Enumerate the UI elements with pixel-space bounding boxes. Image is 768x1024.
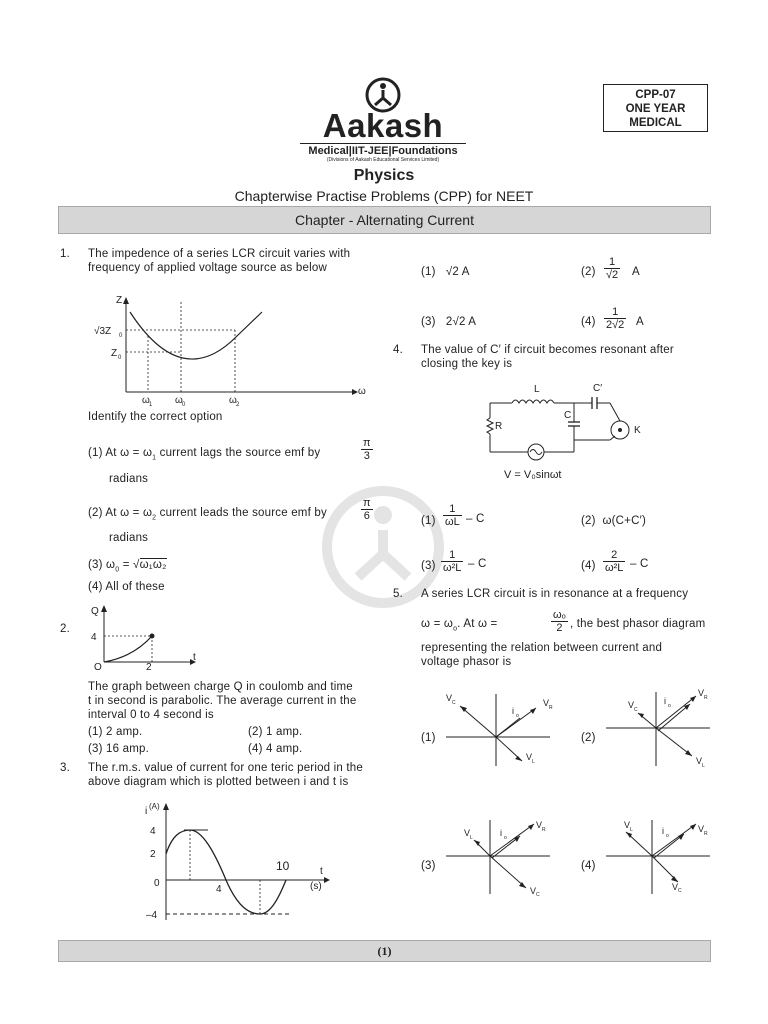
q3-graph-ytick-4: –4 — [146, 910, 158, 921]
q1-opt2-fraction — [361, 497, 373, 522]
code-box-line-2: ONE YEAR — [625, 103, 686, 115]
q1-impedance-graph — [92, 292, 372, 408]
q1-opt2-sub: 2 — [152, 514, 157, 522]
q1-graph-ytick-1: √3Z — [94, 326, 112, 337]
q1-graph-y-label: Z — [116, 295, 123, 306]
q1-graph-xtick-1: ω — [142, 395, 150, 406]
subtitle: Chapterwise Practise Problems (CPP) for NEET — [234, 188, 534, 204]
q3-graph-y-label: i — [145, 806, 148, 817]
q5-d2-vr: V — [698, 688, 705, 698]
q5-d4-vr-sub: R — [704, 831, 708, 837]
q2-number: 2. — [60, 623, 70, 635]
q1-number: 1. — [60, 248, 70, 260]
q5-d4-io-sub: o — [666, 833, 669, 839]
q5-d3-vr: V — [536, 820, 543, 830]
q3-text-1: The r.m.s. value of current for one teric period in the — [88, 762, 363, 774]
q3-option-3 — [421, 315, 476, 329]
q2-text-1: The graph between charge Q in coulomb and time — [88, 681, 353, 693]
q5-d2-vl: V — [696, 756, 703, 766]
q1-option-3 — [88, 558, 167, 577]
q2-text-3: interval 0 to 4 second is — [88, 709, 214, 721]
q5-d2-vl-sub: L — [702, 763, 705, 768]
q3-graph-y-unit: (A) — [149, 802, 160, 811]
q3-graph-x-unit: (s) — [310, 881, 322, 892]
q2-graph-xtick: 2 — [146, 662, 152, 673]
q3-graph-ytick-1: 4 — [150, 826, 156, 837]
q1-opt3-root: ω₁ω₂ — [139, 559, 167, 571]
q1-graph-xtick-2-sub: 0 — [182, 402, 186, 408]
q5-line-2 — [421, 617, 497, 636]
q3-text-2: above diagram which is plotted between i and t is — [88, 776, 349, 788]
q5-frac-den: 2 — [556, 622, 563, 634]
q2-text-2: t in second is parabolic. The average current in the — [88, 695, 357, 707]
q4-opt1-frac-den: ωL — [445, 516, 460, 528]
q4-circuit-source: V = V₀sinωt — [504, 469, 562, 481]
q1-opt1-radians: radians — [109, 473, 149, 485]
subject-title: Physics — [353, 167, 415, 184]
q5-d4-vc: V — [672, 882, 679, 892]
q5-diagram-2-label: (2) — [581, 732, 596, 744]
q5-d2-vc: V — [628, 700, 635, 710]
q4-circuit-diagram — [478, 378, 658, 484]
brand-name: Aakash — [322, 107, 444, 144]
q3-opt2-frac-den: √2 — [606, 269, 619, 281]
q5-d3-vl: V — [464, 828, 471, 838]
q4-option-3 — [421, 559, 436, 573]
q1-graph-xtick-2: ω — [175, 395, 183, 406]
q3-option-1 — [421, 265, 470, 279]
q4-number: 4. — [393, 344, 403, 356]
q3-graph-x-label: t — [320, 866, 323, 877]
q3-opt2-frac-num: 1 — [604, 256, 620, 269]
q5-d3-vc: V — [530, 886, 537, 896]
q5-line-4: voltage phasor is — [421, 656, 512, 668]
q5-d1-vl: V — [526, 752, 533, 762]
q5-d1-io: i — [512, 706, 514, 716]
q1-option-4: (4) All of these — [88, 581, 165, 593]
q5-d1-vl-sub: L — [532, 759, 535, 765]
q4-opt2-value: ω(C+C′) — [602, 515, 646, 527]
q4-opt4-label: (4) — [581, 560, 596, 572]
q1-graph-ytick-2-sub: 0 — [118, 355, 122, 361]
q5-d4-vc-sub: C — [678, 888, 682, 894]
q5-diagram-3-label: (3) — [421, 860, 436, 872]
q3-number: 3. — [60, 762, 70, 774]
q4-circuit-label-C2: C′ — [593, 383, 603, 394]
q4-option-4 — [581, 559, 596, 573]
code-box-line-3: MEDICAL — [629, 117, 682, 129]
q1-opt1-sub: 1 — [152, 454, 157, 462]
q3-opt4-unit: A — [636, 316, 644, 328]
q1-opt3-b: = — [119, 559, 134, 571]
q3-opt3-label: (3) — [421, 316, 436, 328]
q4-opt1-label: (1) — [421, 515, 436, 527]
q1-prompt: Identify the correct option — [88, 411, 223, 423]
q4-opt1-fraction — [443, 503, 462, 528]
q3-opt4-frac-den: 2√2 — [606, 319, 625, 331]
q5-d1-vr-sub: R — [549, 705, 553, 711]
q5-line2-sub: o — [453, 625, 458, 633]
q1-opt2-frac-den: 6 — [363, 510, 370, 522]
q5-diagram-1-label: (1) — [421, 732, 436, 744]
page-number: (1) — [377, 944, 392, 958]
q1-opt3-sub: 0 — [115, 566, 120, 574]
q5-phasor-diagram-3 — [446, 814, 556, 896]
q5-frac-num: ωₒ — [553, 609, 566, 621]
q4-opt4-tail: – C — [630, 558, 649, 570]
q4-circuit-label-C: C — [564, 410, 572, 421]
q1-opt1-a: (1) At ω = ω — [88, 447, 153, 459]
q3-graph-xtick-1: 4 — [216, 884, 222, 895]
q4-opt4-frac-den: ω²L — [605, 562, 624, 574]
q4-opt1-tail: – C — [466, 513, 485, 525]
q5-d3-vr-sub: R — [542, 827, 546, 833]
q2-graph-y-label: Q — [91, 606, 99, 617]
q4-opt2-label: (2) — [581, 515, 596, 527]
q2-option-1: (1) 2 amp. — [88, 726, 143, 738]
q4-opt3-tail: – C — [468, 558, 487, 570]
q5-phasor-diagram-4 — [606, 814, 716, 896]
q5-d3-io: i — [500, 828, 502, 838]
q3-opt3-value: 2√2 A — [445, 316, 477, 328]
q1-opt1-b: current lags the source emf by — [156, 447, 321, 459]
q2-charge-graph — [88, 602, 200, 674]
q4-opt3-label: (3) — [421, 560, 436, 572]
q5-d4-vl: V — [624, 820, 631, 830]
q4-opt3-frac-num: 1 — [441, 549, 463, 562]
q3-opt1-value: √2 A — [445, 266, 470, 278]
q1-graph-x-label: ω — [358, 386, 366, 397]
q4-opt3-frac-den: ω²L — [443, 562, 462, 574]
q5-line2-fraction — [551, 609, 568, 634]
q4-circuit-label-R: R — [495, 421, 503, 432]
q3-opt4-fraction — [604, 306, 626, 331]
q5-number: 5. — [393, 588, 403, 600]
q5-d3-io-sub: o — [504, 835, 507, 841]
q5-d2-vc-sub: C — [634, 707, 638, 713]
q3-opt2-fraction — [604, 256, 620, 281]
q1-graph-ytick-2: Z — [111, 348, 118, 359]
code-box — [603, 84, 708, 132]
q4-opt4-frac-num: 2 — [603, 549, 625, 562]
q1-graph-ytick-1-sub: 0 — [119, 333, 123, 339]
q2-graph-ytick: 4 — [91, 632, 97, 643]
q3-graph-ytick-3: 0 — [154, 878, 160, 889]
q5-d1-vc: V — [446, 693, 453, 703]
q3-current-graph — [132, 796, 342, 928]
q1-text-2: frequency of applied voltage source as below — [88, 262, 327, 274]
q4-circuit-label-K: K — [634, 425, 641, 436]
q5-line2-c: , the best phasor diagram — [570, 618, 706, 630]
q1-opt2-b: current leads the source emf by — [156, 507, 327, 519]
q3-option-2 — [581, 265, 596, 279]
q4-opt3-fraction — [441, 549, 463, 574]
q5-d1-vc-sub: C — [452, 700, 456, 706]
q3-opt4-frac-num: 1 — [604, 306, 626, 319]
q2-option-3: (3) 16 amp. — [88, 743, 150, 755]
q5-d2-io-sub: o — [668, 703, 671, 709]
q3-opt2-label: (2) — [581, 266, 596, 278]
q4-option-1 — [421, 514, 436, 528]
q1-option-2 — [88, 506, 327, 525]
q1-opt3-root-icon: √ — [133, 559, 140, 571]
q5-d1-io-sub: o — [516, 713, 519, 719]
chapter-bar — [58, 206, 711, 234]
q3-graph-ytick-2: 2 — [150, 849, 156, 860]
footer-bar — [58, 940, 711, 962]
q5-diagram-4-label: (4) — [581, 860, 596, 872]
q4-circuit-label-L: L — [534, 384, 540, 395]
q5-line2-a: ω = ω — [421, 618, 454, 630]
q5-d2-io: i — [664, 696, 666, 706]
q5-d4-vl-sub: L — [630, 827, 633, 833]
q5-d4-vr: V — [698, 824, 705, 834]
q5-phasor-diagram-2 — [606, 686, 716, 768]
q2-graph-x-label: t — [193, 652, 196, 663]
q3-opt2-unit: A — [632, 266, 640, 278]
q5-d1-vr: V — [543, 698, 550, 708]
q1-opt1-frac-num: π — [363, 437, 371, 449]
q5-d2-vr-sub: R — [704, 695, 708, 701]
q1-opt1-fraction — [361, 437, 373, 462]
q4-text-1: The value of C′ if circuit becomes resonant after — [421, 344, 674, 356]
q1-text-1: The impedence of a series LCR circuit varies with — [88, 248, 351, 260]
brand-subline: Medical|IIT-JEE|Foundations — [300, 143, 466, 157]
q1-opt2-frac-num: π — [363, 497, 371, 509]
q3-opt4-label: (4) — [581, 316, 596, 328]
q5-phasor-diagram-1 — [446, 686, 556, 768]
q2-graph-origin: O — [94, 662, 102, 673]
q4-text-2: closing the key is — [421, 358, 513, 370]
q3-option-4 — [581, 315, 596, 329]
q5-d3-vl-sub: L — [470, 835, 473, 841]
q3-opt1-label: (1) — [421, 266, 436, 278]
q5-d3-vc-sub: C — [536, 892, 540, 896]
q1-opt1-frac-den: 3 — [363, 450, 370, 462]
q2-option-2: (2) 1 amp. — [248, 726, 303, 738]
q1-option-1 — [88, 446, 320, 465]
q5-line-3: representing the relation between current and — [421, 642, 663, 654]
code-box-line-1: CPP-07 — [635, 89, 676, 101]
q5-line-1: A series LCR circuit is in resonance at a frequency — [421, 588, 689, 600]
q1-opt2-radians: radians — [109, 532, 149, 544]
q1-graph-xtick-1-sub: 1 — [149, 402, 153, 408]
q1-graph-xtick-3: ω — [229, 395, 237, 406]
q1-graph-xtick-3-sub: 2 — [236, 402, 240, 408]
q2-option-4: (4) 4 amp. — [248, 743, 303, 755]
q4-opt1-frac-num: 1 — [443, 503, 462, 516]
q1-opt3-a: (3) ω — [88, 559, 116, 571]
q5-line2-b: . At ω = — [457, 618, 498, 630]
q5-d4-io: i — [662, 826, 664, 836]
chapter-title: Chapter - Alternating Current — [295, 212, 474, 228]
q3-graph-xtick-2: 10 — [276, 859, 290, 873]
brand-tagline: (Divisions of Aakash Educational Services Limited) — [326, 157, 440, 163]
q4-opt4-fraction — [603, 549, 625, 574]
q1-opt2-a: (2) At ω = ω — [88, 507, 153, 519]
q4-option-2 — [581, 514, 646, 528]
